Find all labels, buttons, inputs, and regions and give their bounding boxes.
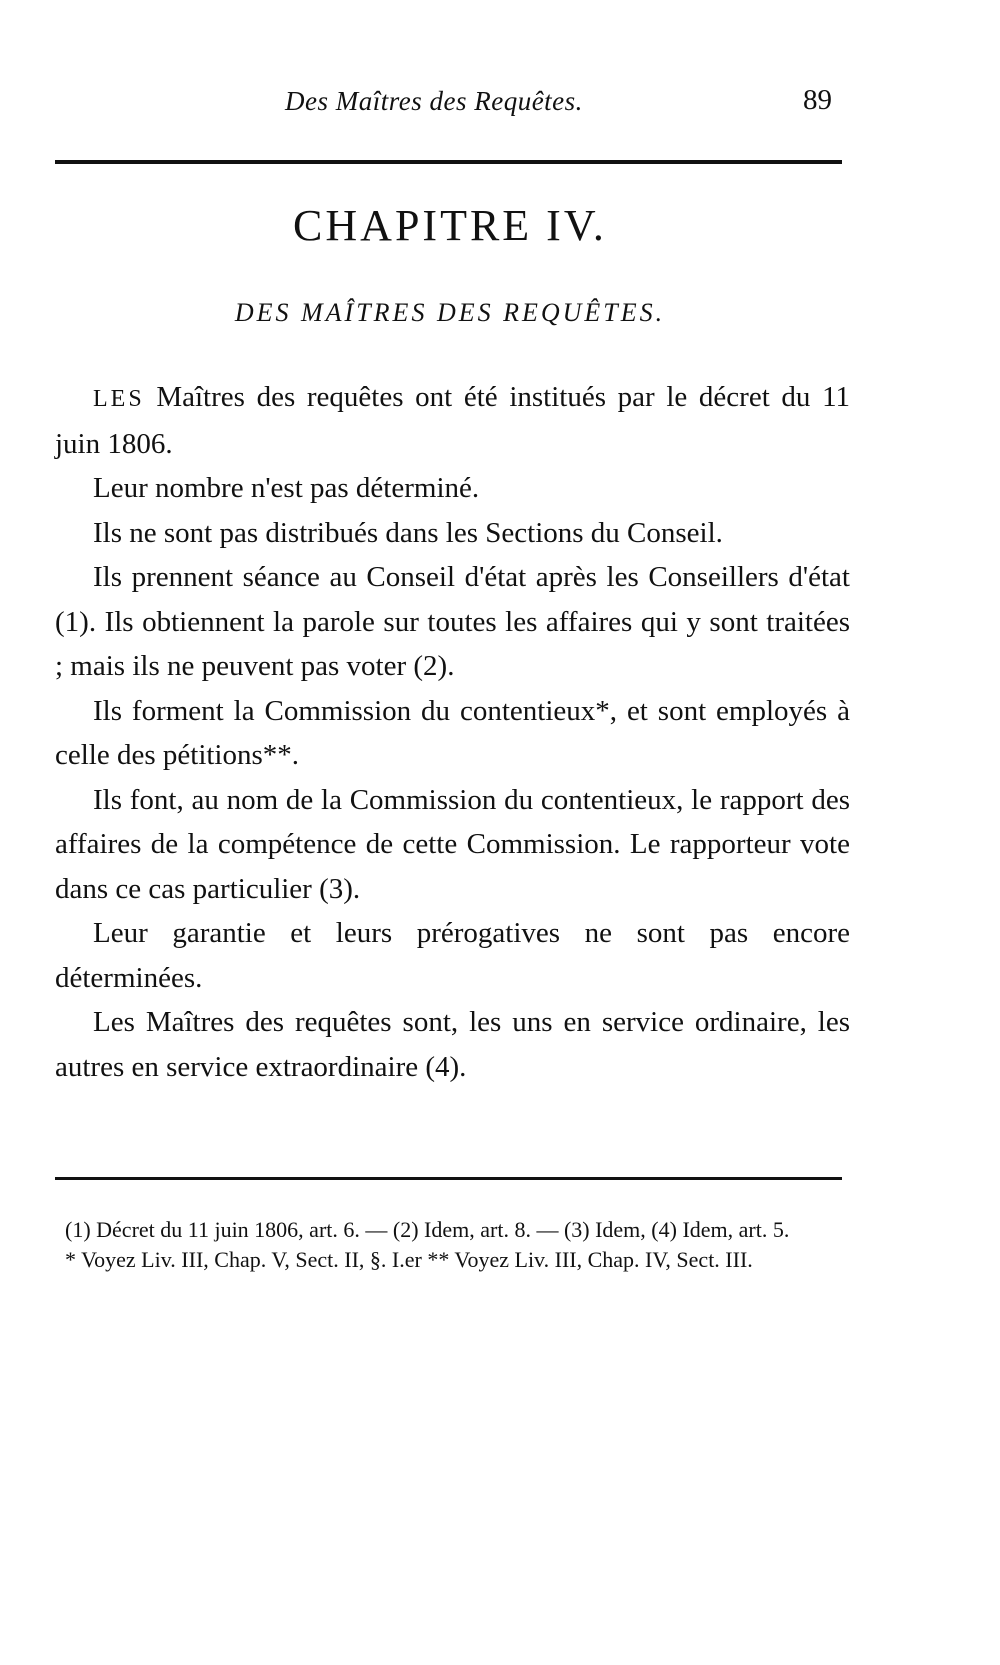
body-text: [55, 375, 850, 1089]
running-head: [0, 78, 1000, 118]
paragraph: [55, 511, 850, 556]
page-number: 89: [803, 84, 832, 116]
footnote: (1) Décret du 11 juin 1806, art. 6. — (2) Idem, art. 8. — (3) Idem, (4) Idem, art. 5.: [65, 1217, 790, 1242]
paragraph-text: Leur nombre n'est pas déterminé.: [93, 472, 480, 504]
paragraph-text: Leur garantie et leurs prérogatives ne sont pas encore déterminées.: [55, 917, 850, 994]
paragraph: [55, 466, 850, 511]
running-title: Des Maîtres des Requêtes.: [285, 86, 583, 116]
paragraph-text: Les Maîtres des requêtes sont, les uns en service ordinaire, les autres en service extraordinaire (4).: [55, 1006, 850, 1083]
chapter-subtitle: DES MAÎTRES DES REQUÊTES.: [234, 298, 666, 327]
footnote: * Voyez Liv. III, Chap. V, Sect. II, §. I.er ** Voyez Liv. III, Chap. IV, Sect. III.: [65, 1247, 753, 1272]
paragraph: [55, 375, 850, 466]
paragraph-text: Ils prennent séance au Conseil d'état après les Conseillers d'état (1). Ils obtiennent la parole sur toutes les affaires qui y sont traitées ; mais ils ne peuvent pas voter (2).: [55, 561, 850, 682]
paragraph-text: Maîtres des requêtes ont été institués par le décret du 11 juin 1806.: [55, 381, 850, 460]
paragraph: [55, 778, 850, 912]
paragraph-text: Ils font, au nom de la Commission du contentieux, le rapport des affaires de la compétence de cette Commission. Le rapporteur vote dans ce cas particulier (3).: [55, 783, 850, 905]
paragraph-text: Ils ne sont pas distribués dans les Sections du Conseil.: [93, 516, 723, 549]
paragraph: [55, 555, 850, 689]
footnotes: [55, 1215, 855, 1275]
chapter-title: CHAPITRE IV.: [293, 201, 607, 250]
paragraph-text: Ils forment la Commission du contentieux*, et sont employés à celle des pétitions**.: [55, 694, 850, 771]
footnote-rule: [55, 1177, 842, 1180]
paragraph: [55, 911, 850, 1000]
paragraph: [55, 689, 850, 778]
paragraph: [55, 1000, 850, 1089]
paragraph-lead: LES: [93, 386, 145, 412]
header-rule: [55, 160, 842, 164]
